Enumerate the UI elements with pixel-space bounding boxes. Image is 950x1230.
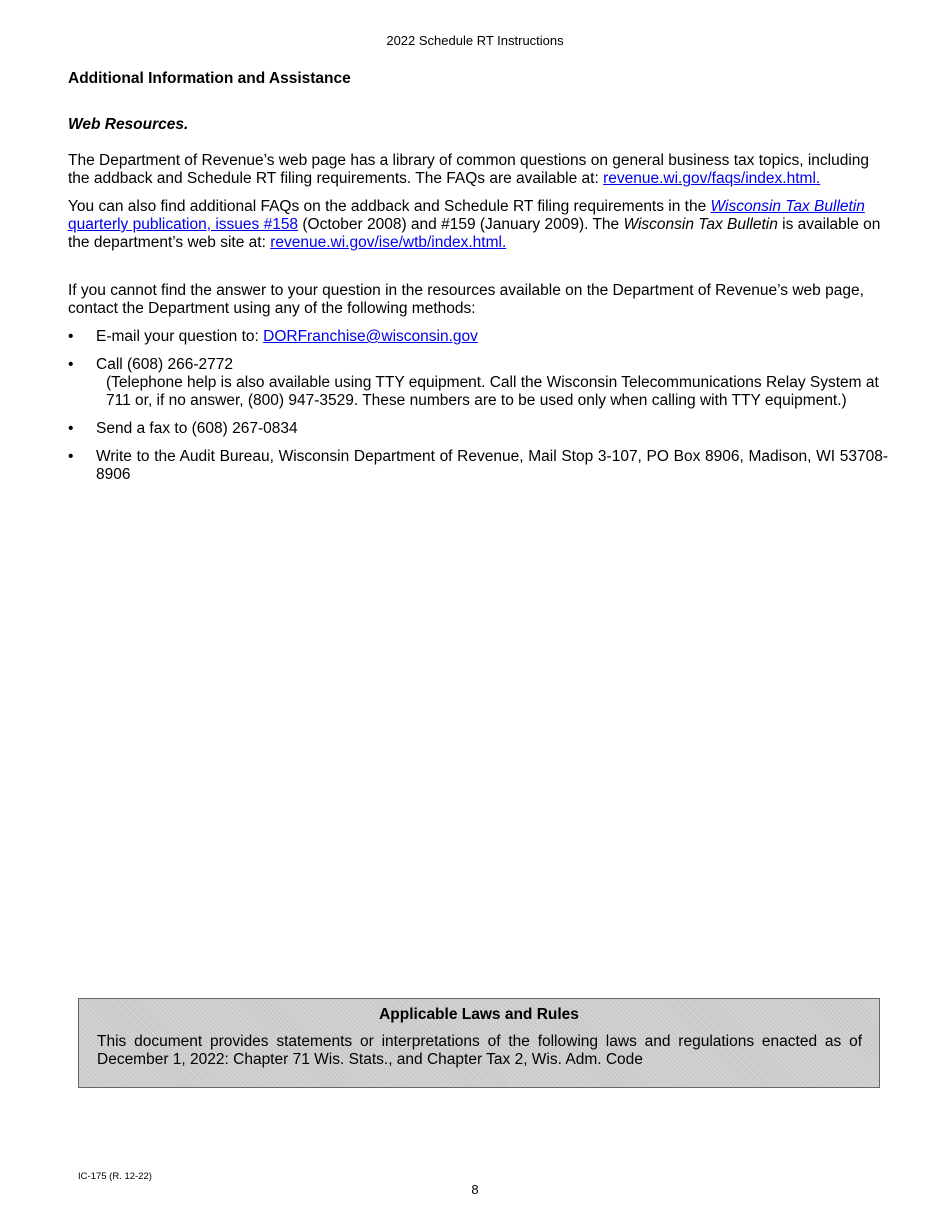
- form-id: IC-175 (R. 12-22): [78, 1171, 152, 1182]
- write-text: Write to the Audit Bureau, Wisconsin Department of Revenue, Mail Stop 3-107, PO Box 8906, Madison, WI 53708-8906: [96, 448, 888, 483]
- applicable-laws-box: [78, 998, 880, 1088]
- laws-title: Applicable Laws and Rules: [379, 1006, 579, 1023]
- bullet-marker: •: [68, 328, 74, 345]
- list-item-email: [68, 328, 888, 346]
- bullet-marker: •: [68, 448, 74, 465]
- wtb-link[interactable]: revenue.wi.gov/ise/wtb/index.html.: [270, 234, 507, 251]
- bulletin-italic-title: Wisconsin Tax Bulletin: [623, 216, 778, 233]
- bulletin-text-c: is available on the department’s web site at:: [68, 216, 881, 251]
- list-item-call: [68, 356, 888, 410]
- bulletin-text-b: (October 2008) and #159 (January 2009). The: [298, 216, 624, 233]
- page-header: 2022 Schedule RT Instructions: [386, 33, 564, 48]
- faq-text: The Department of Revenue’s web page has a library of common questions on general business tax topics, including the addback and Schedule RT filing requirements. The FAQs are available at:: [68, 152, 870, 187]
- bullet-marker: •: [68, 356, 74, 373]
- bulletin-link-rest: quarterly publication, issues #158: [68, 216, 299, 233]
- bulletin-paragraph: [68, 198, 888, 252]
- fax-text: Send a fax to (608) 267-0834: [96, 420, 298, 437]
- tty-note: (Telephone help is also available using TTY equipment. Call the Wisconsin Telecommunications Relay System at 711 or, if no answer, (800) 947-3529. These numbers are to be used only when calling with TTY equipment.): [106, 374, 879, 409]
- faq-link[interactable]: revenue.wi.gov/faqs/index.html.: [603, 170, 821, 187]
- list-item-fax: [68, 420, 888, 438]
- section-title: Additional Information and Assistance: [68, 70, 351, 87]
- page-number: 8: [471, 1182, 479, 1197]
- laws-text: This document provides statements or interpretations of the following laws and regulations enacted as of December 1, 2022: Chapter 71 Wis. Stats., and Chapter Tax 2, Wis. Adm. Code: [97, 1033, 862, 1068]
- bullet-marker: •: [68, 420, 74, 437]
- web-resources-subtitle: Web Resources.: [68, 116, 189, 133]
- contact-intro-paragraph: If you cannot find the answer to your question in the resources available on the Department of Revenue’s web page, contact the Department using any of the following methods:: [68, 282, 864, 317]
- faq-paragraph: [68, 152, 888, 188]
- call-text: Call (608) 266-2772: [96, 356, 234, 373]
- list-item-write: [68, 448, 888, 484]
- bulletin-link-italic: Wisconsin Tax Bulletin: [710, 198, 865, 215]
- email-link[interactable]: DORFranchise@wisconsin.gov: [263, 328, 478, 345]
- email-label: E-mail your question to:: [96, 328, 264, 345]
- bulletin-text-a: You can also find additional FAQs on the addback and Schedule RT filing requirements in the: [68, 198, 711, 215]
- contact-methods-list: [68, 328, 888, 494]
